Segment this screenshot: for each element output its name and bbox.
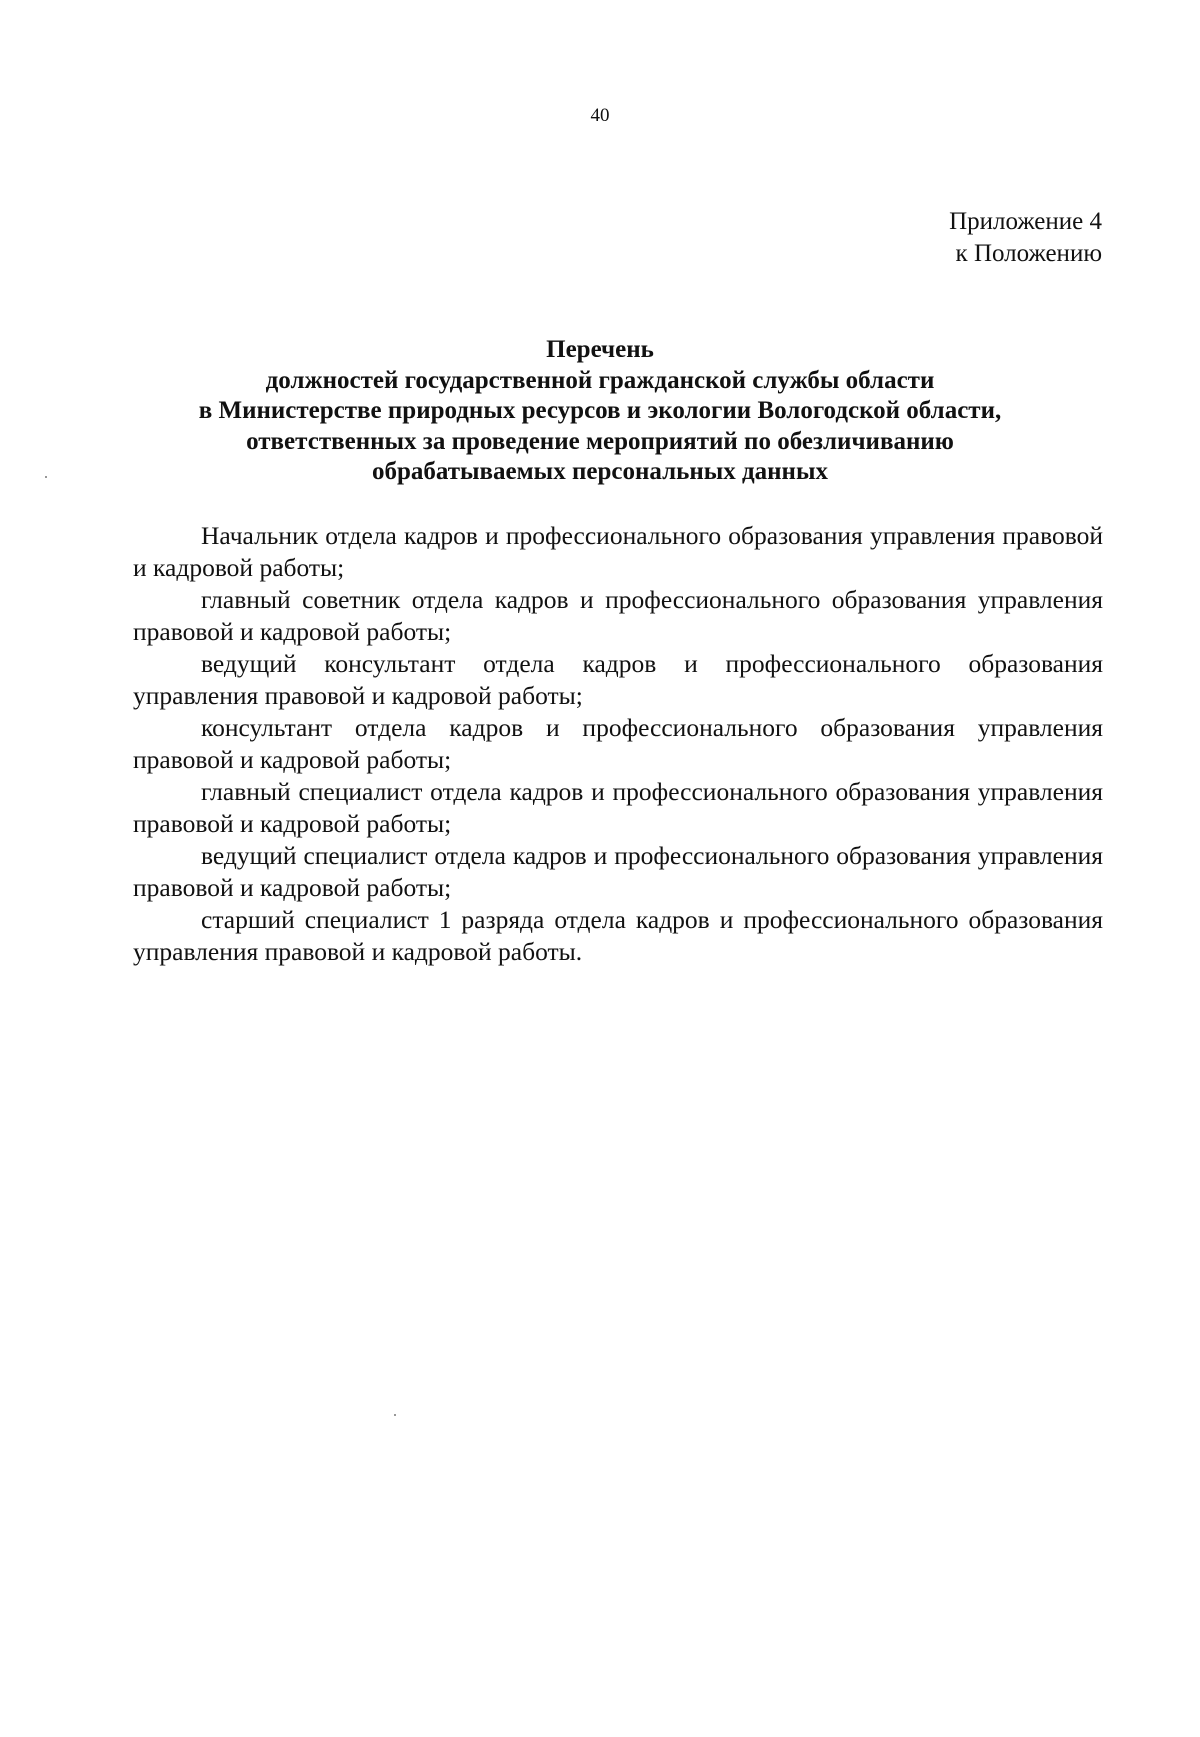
- heading-line: в Министерстве природных ресурсов и экологии Вологодской области,: [198, 397, 1002, 424]
- position-item: главный специалист отдела кадров и профессионального образования управления правовой и кадровой работы;: [133, 777, 1103, 838]
- heading-line: обрабатываемых персональных данных: [372, 458, 828, 485]
- appendix-note: [949, 206, 1102, 270]
- scan-speck: [394, 1414, 396, 1416]
- position-item: ведущий специалист отдела кадров и профессионального образования управления правовой и кадровой работы;: [133, 841, 1103, 902]
- position-item: консультант отдела кадров и профессионального образования управления правовой и кадровой работы;: [133, 713, 1103, 774]
- heading-line: Перечень: [546, 336, 654, 363]
- position-list: [133, 520, 1103, 968]
- heading-line: должностей государственной гражданской службы области: [265, 366, 935, 394]
- heading-line: ответственных за проведение мероприятий по обезличиванию: [246, 427, 954, 455]
- position-item: ведущий консультант отдела кадров и профессионального образования управления правовой и кадровой работы;: [133, 649, 1103, 710]
- appendix-line: Приложение 4: [949, 208, 1102, 235]
- position-item: Начальник отдела кадров и профессионального образования управления правовой и кадровой работы;: [133, 521, 1103, 582]
- position-item: главный советник отдела кадров и профессионального образования управления правовой и кадровой работы;: [133, 585, 1103, 646]
- document-heading: [130, 335, 1070, 488]
- scan-speck: [45, 476, 47, 478]
- appendix-line: к Положению: [955, 240, 1102, 267]
- position-item: старший специалист 1 разряда отдела кадров и профессионального образования управления правовой и кадровой работы.: [133, 905, 1103, 966]
- page-number: 40: [590, 105, 610, 126]
